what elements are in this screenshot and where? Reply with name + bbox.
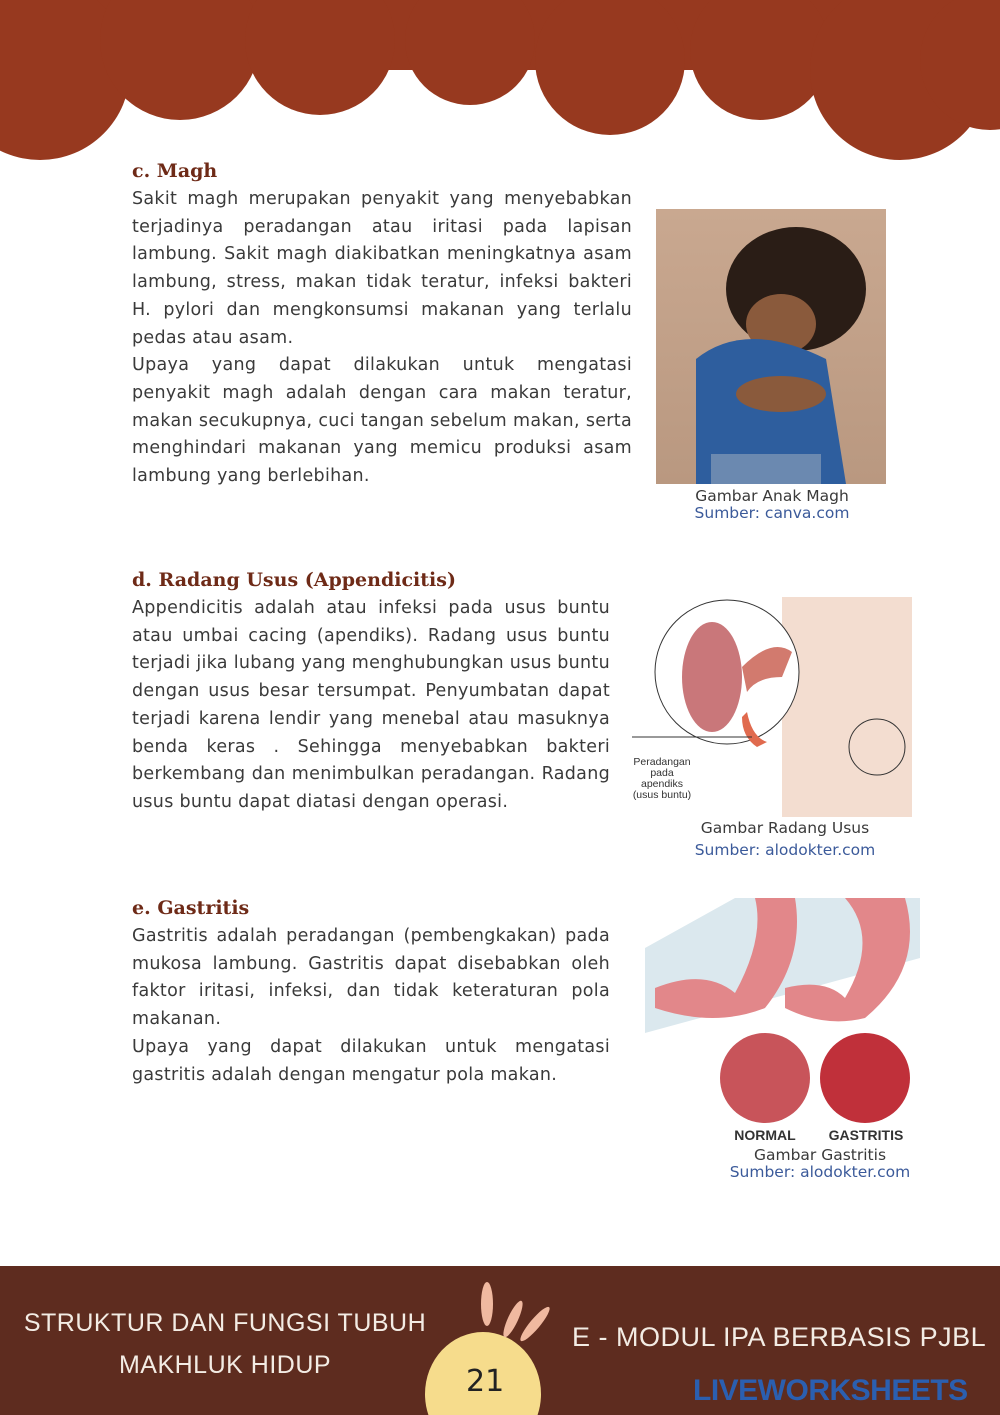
page-number: 21: [466, 1364, 505, 1399]
figure-caption-gastritis: [705, 1147, 935, 1181]
image-child-stomachache: [656, 209, 886, 484]
caption-title: Gambar Gastritis: [753, 1146, 887, 1164]
section-magh: [132, 160, 632, 491]
label-apendiks: apendiks: [640, 778, 684, 790]
figure-caption-radang-usus: [670, 817, 900, 861]
footer-topic-line1: STRUKTUR DAN FUNGSI TUBUH: [23, 1309, 427, 1337]
section-title: e. Gastritis: [132, 897, 250, 919]
footer-module-topic: [10, 1302, 440, 1386]
header-scalloped-banner: [0, 0, 1000, 170]
image-gastritis-diagram: [645, 898, 920, 1143]
section-title: c. Magh: [132, 160, 218, 182]
label-normal: NORMAL: [734, 1127, 796, 1143]
paragraph: Upaya yang dapat dilakukan untuk mengatasi gastritis adalah dengan mengatur pola makan.: [132, 1036, 610, 1085]
label-pada: pada: [650, 767, 674, 779]
caption-source: Sumber: canva.com: [694, 504, 850, 522]
paragraph: Gastritis adalah peradangan (pembengkakan) pada mukosa lambung. Gastritis dapat disebabkan oleh faktor iritasi, infeksi, dan tidak keteraturan pola makanan.: [132, 926, 610, 1030]
paragraph: Sakit magh merupakan penyakit yang menyebabkan terjadinya peradangan atau iritasi pada lapisan lambung. Sakit magh diakibatkan meningkatnya asam lambung, stress, makan tidak teratur, infeksi bakteri H. pylori dan mengkonsumsi makanan yang terlalu pedas atau asam.: [132, 189, 632, 348]
figure-caption-magh: [656, 488, 888, 522]
caption-title: Gambar Radang Usus: [700, 819, 870, 837]
caption-source: Sumber: alodokter.com: [694, 841, 876, 859]
label-usus-buntu: (usus buntu): [632, 789, 692, 801]
liveworksheets-watermark: LIVEWORKSHEETS: [693, 1374, 968, 1407]
paragraph: Upaya yang dapat dilakukan untuk mengatasi penyakit magh adalah dengan cara makan teratur, makan secukupnya, cuci tangan sebelum makan, serta menghindari makanan yang memicu produksi asam lambung yang berlebihan.: [132, 355, 632, 487]
section-appendicitis: [132, 569, 610, 817]
label-gastritis: GASTRITIS: [828, 1127, 904, 1143]
caption-source: Sumber: alodokter.com: [729, 1163, 911, 1181]
footer: [0, 1266, 1000, 1415]
image-appendicitis-diagram: [632, 597, 912, 817]
footer-topic-line2: MAKHLUK HIDUP: [118, 1351, 332, 1379]
section-title: d. Radang Usus (Appendicitis): [132, 569, 456, 591]
paragraph: Appendicitis adalah atau infeksi pada usus buntu atau umbai cacing (apendiks). Radang usus buntu terjadi jika lubang yang menghubungkan usus buntu dengan usus besar tersumpat. Penyumbatan dapat terjadi karena lendir yang menebal atau masuknya benda keras . Sehingga menyebabkan bakteri berkembang dan menimbulkan peradangan. Radang usus buntu dapat diatasi dengan operasi.: [132, 598, 610, 812]
section-gastritis: [132, 897, 610, 1089]
label-peradangan: Peradangan: [633, 756, 691, 768]
footer-module-title: E - MODUL IPA BERBASIS PJBL: [572, 1322, 987, 1352]
caption-title: Gambar Anak Magh: [695, 487, 849, 505]
